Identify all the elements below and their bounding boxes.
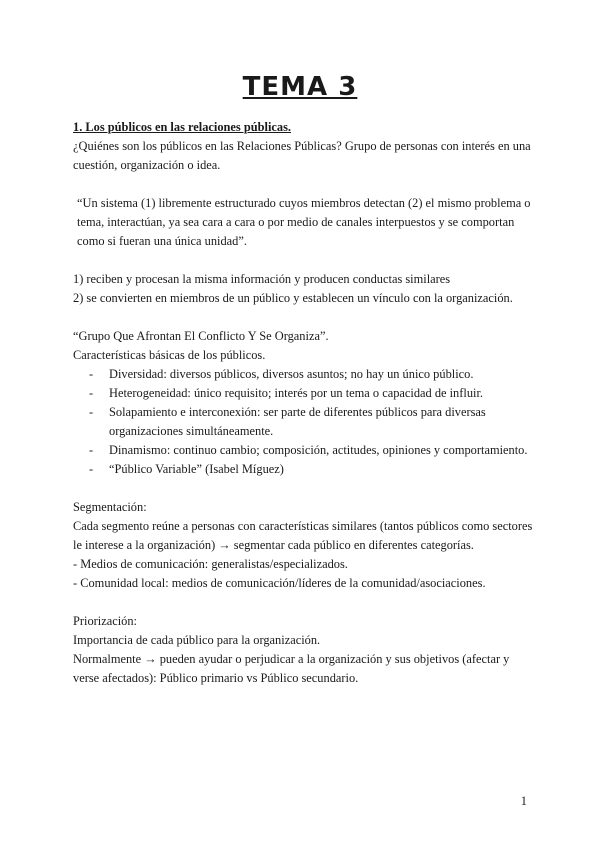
prioritization-title: Priorización: — [73, 614, 137, 628]
list-item: - Diversidad: diversos públicos, diversos asuntos; no hay un único público. — [73, 365, 533, 384]
list-item: - Heterogeneidad: único requisito; interés por un tema o capacidad de influir. — [73, 384, 533, 403]
segmentation-media: - Medios de comunicación: generalistas/especializados. — [73, 557, 348, 571]
section-heading: 1. Los públicos en las relaciones públicas. — [73, 120, 292, 134]
segmentation-local: - Comunidad local: medios de comunicación/líderes de la comunidad/asociaciones. — [73, 576, 486, 590]
point-1: 1) reciben y procesan la misma información y producen conductas similares — [73, 272, 451, 286]
segmentation-text: Cada segmento reúne a personas con características similares (tantos públicos como sectores le interese a la organización) → segmentar cada público en diferentes categorías. — [73, 519, 533, 552]
segmentation-title: Segmentación: — [73, 500, 147, 514]
bullet-dash: - — [89, 443, 94, 457]
page-title: TEMA 3 — [242, 72, 358, 102]
characteristics-list — [73, 365, 533, 479]
bullet-dash: - — [89, 405, 94, 419]
page-number: 1 — [520, 794, 527, 808]
characteristics-title: Características básicas de los públicos. — [73, 348, 266, 362]
group-quote: “Grupo Que Afrontan El Conflicto Y Se Organiza”. — [73, 329, 329, 343]
document-body — [73, 118, 533, 688]
bullet-dash: - — [89, 386, 94, 400]
definition-quote: “Un sistema (1) libremente estructurado cuyos miembros detectan (2) el mismo problema o tema, interactúan, ya sea cara a cara o por medio de canales interpuestos y se comportan como si fueran una única unidad”. — [77, 196, 531, 248]
bullet-dash: - — [89, 367, 94, 381]
prioritization-text-2: Normalmente → pueden ayudar o perjudicar a la organización y sus objetivos (afectar y verse afectados): Público primario vs Público secundario. — [73, 652, 510, 685]
intro-paragraph: ¿Quiénes son los públicos en las Relaciones Públicas? Grupo de personas con interés en una cuestión, organización o idea. — [73, 139, 531, 172]
point-2: 2) se convierten en miembros de un público y establecen un vínculo con la organización. — [73, 291, 513, 305]
list-item: - Solapamiento e interconexión: ser parte de diferentes públicos para diversas organizaciones simultáneamente. — [89, 405, 486, 438]
list-item: - Dinamismo: continuo cambio; composición, actitudes, opiniones y comportamiento. — [73, 441, 533, 460]
list-item: - “Público Variable” (Isabel Míguez) — [73, 460, 533, 479]
bullet-dash: - — [89, 462, 94, 476]
prioritization-text-1: Importancia de cada público para la organización. — [73, 633, 321, 647]
